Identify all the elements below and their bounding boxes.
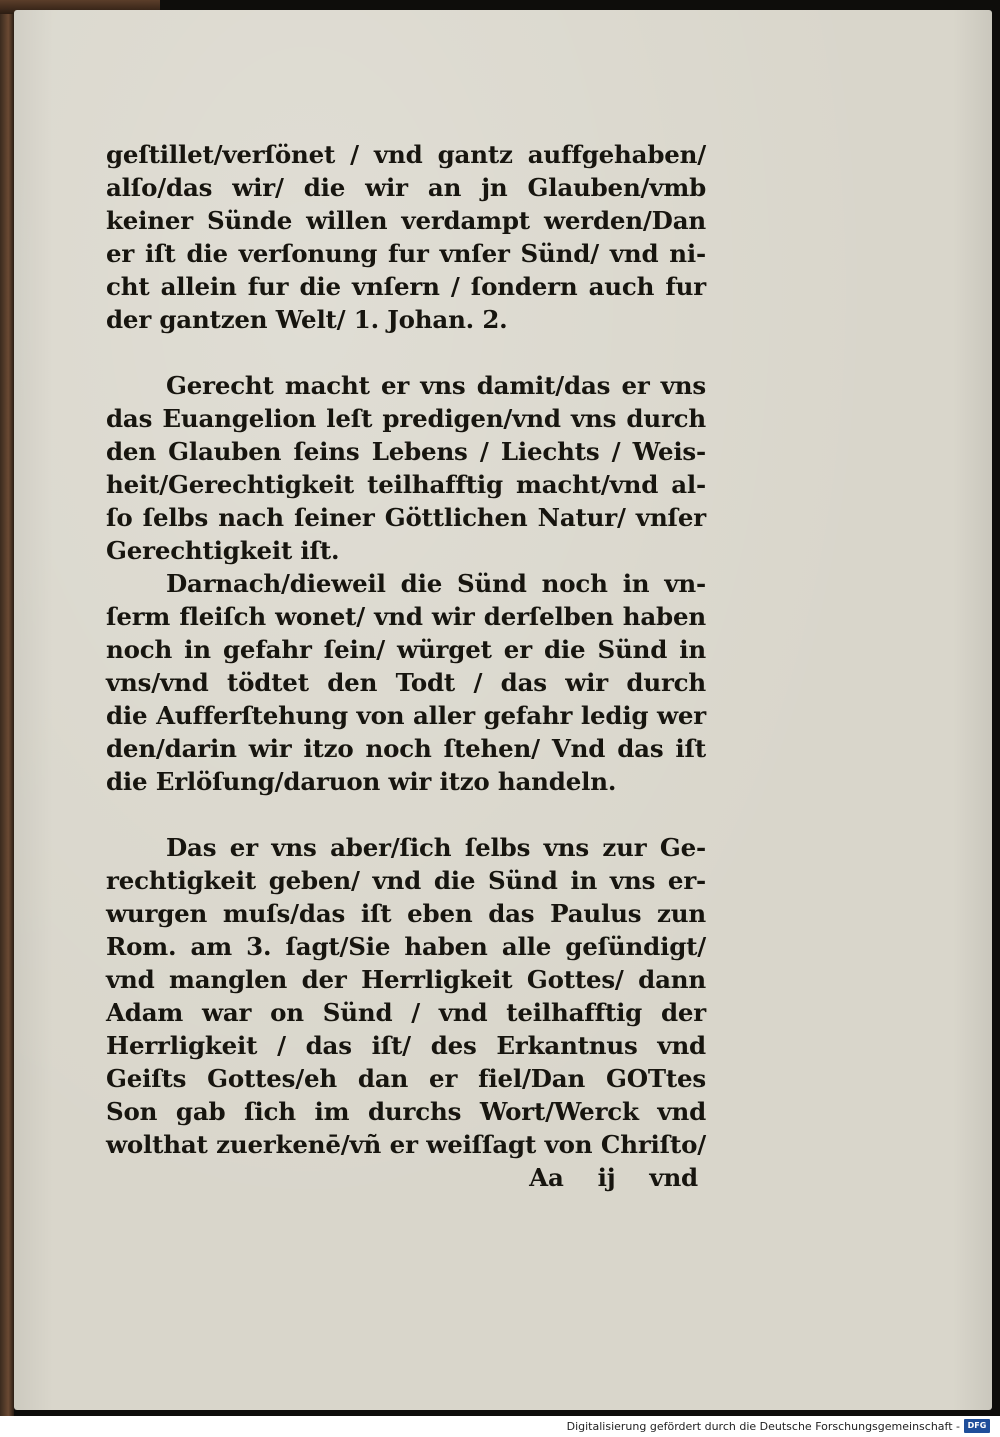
text-line: rechtigkeit geben/ vnd die Sünd in vns er-	[106, 866, 706, 895]
signature-mark: Aa	[529, 1163, 564, 1192]
footer-bar	[0, 1416, 1000, 1437]
catchword-line	[106, 1161, 706, 1194]
text-line: Gerechtigkeit iſt.	[106, 536, 340, 565]
catchword: vnd	[649, 1163, 698, 1192]
text-line: den Glauben ſeins Lebens / Liechts / Weis-	[106, 437, 706, 466]
text-line: ſerm fleiſch wonet/ vnd wir derſelben haben	[106, 602, 706, 631]
text-line: der gantzen Welt/ 1. Johan. 2.	[106, 305, 508, 334]
text-line: vns/vnd tödtet den Todt / das wir durch	[106, 668, 706, 697]
text-line: er iſt die verſonung fur vnſer Sünd/ vnd ni-	[106, 239, 706, 268]
text-line: Son gab ſich im durchs Wort/Werck vnd	[106, 1097, 706, 1126]
paragraph-4	[106, 831, 706, 1161]
dfg-logo-icon: DFG	[964, 1419, 990, 1433]
text-line: wurgen muſs/das iſt eben das Paulus zun	[106, 899, 706, 928]
text-line: vnd manglen der Herrligkeit Gottes/ dann	[106, 965, 706, 994]
paragraph-gap	[106, 336, 706, 369]
text-line: alſo/das wir/ die wir an jn Glauben/vmb	[106, 173, 706, 202]
text-line: geſtillet/verſönet / vnd gantz auffgehaben/	[106, 140, 706, 169]
text-line: Darnach/dieweil die Sünd noch in vn-	[166, 569, 706, 598]
text-line: die Erlöſung/daruon wir itzo handeln.	[106, 767, 617, 796]
paragraph-2	[106, 369, 706, 567]
body-text	[106, 138, 706, 1194]
text-line: die Aufferſtehung von aller gefahr ledig wer	[106, 701, 706, 730]
text-line: cht allein fur die vnſern / ſondern auch fur	[106, 272, 706, 301]
text-line: wolthat zuerkenē/vñ er weiſſagt von Chriſto/	[106, 1130, 706, 1159]
text-line: ſo ſelbs nach ſeiner Göttlichen Natur/ vnſer	[106, 503, 706, 532]
text-line: noch in gefahr ſein/ würget er die Sünd in	[106, 635, 706, 664]
binding-edge	[0, 0, 14, 1416]
paragraph-1	[106, 138, 706, 336]
text-line: Gerecht macht er vns damit/das er vns	[166, 371, 706, 400]
paragraph-gap	[106, 798, 706, 831]
text-line: Adam war on Sünd / vnd teilhafftig der	[106, 998, 706, 1027]
funding-note: Digitalisierung gefördert durch die Deutsche Forschungsgemeinschaft -	[566, 1420, 960, 1433]
text-line: das Euangelion leſt predigen/vnd vns durch	[106, 404, 706, 433]
text-line: Das er vns aber/ſich ſelbs vns zur Ge-	[166, 833, 706, 862]
text-line: Rom. am 3. ſagt/Sie haben alle geſündigt/	[106, 932, 706, 961]
paragraph-3	[106, 567, 706, 798]
text-line: den/darin wir itzo noch ſtehen/ Vnd das iſt	[106, 734, 706, 763]
text-line: heit/Gerechtigkeit teilhafftig macht/vnd al-	[106, 470, 706, 499]
text-line: keiner Sünde willen verdampt werden/Dan	[106, 206, 706, 235]
text-line: Geiſts Gottes/eh dan er fiel/Dan GOTtes	[106, 1064, 706, 1093]
leaf-number: ij	[597, 1163, 616, 1192]
text-line: Herrligkeit / das iſt/ des Erkantnus vnd	[106, 1031, 706, 1060]
paper-page	[14, 10, 992, 1410]
